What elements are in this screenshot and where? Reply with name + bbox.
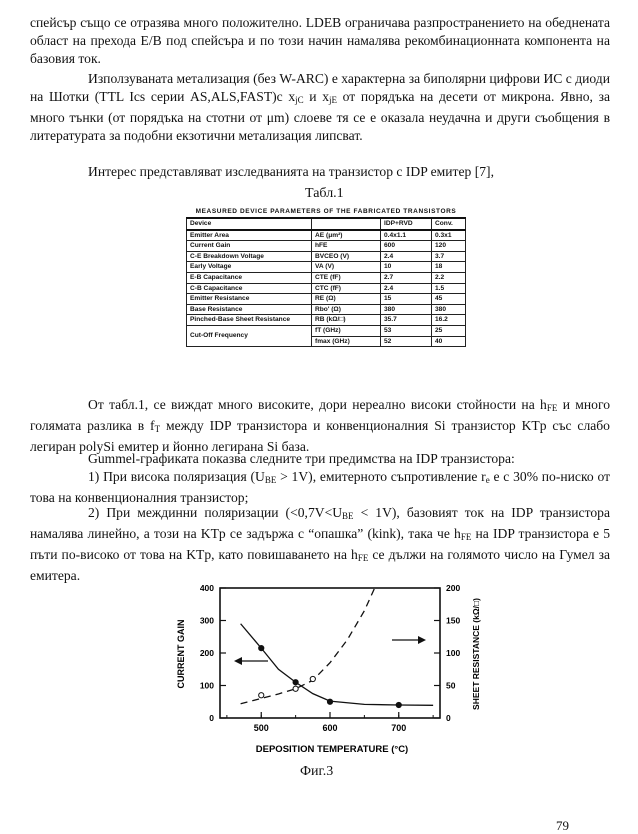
paragraph-2-part-b: и x: [303, 89, 330, 104]
current-gain-point: [259, 646, 264, 651]
table-row: [187, 272, 466, 283]
table-cell: 380: [381, 304, 432, 315]
table-cell: 53: [381, 325, 432, 336]
table-row: [187, 251, 466, 262]
table-cell: Pinched-Base Sheet Resistance: [187, 315, 312, 326]
table-row: [187, 241, 466, 252]
table-cell: 2.7: [381, 272, 432, 283]
y2-axis-label: SHEET RESISTANCE (kΩ/□): [471, 598, 481, 710]
paragraph-6-part-a: 1) При висока поляризация (U: [88, 469, 265, 484]
subscript-fe-3: FE: [357, 553, 369, 563]
x-tick-label: 700: [391, 723, 407, 733]
current-gain-point: [396, 702, 401, 707]
table-cell: 3.7: [432, 251, 466, 262]
table-cell: C-B Capacitance: [187, 283, 312, 294]
paragraph-7: [30, 504, 610, 585]
x-tick-label: 600: [322, 723, 338, 733]
table-cell: C-E Breakdown Voltage: [187, 251, 312, 262]
paragraph-3-text: Интерес представляват изследванията на транзистор с IDP емитер [7],: [88, 164, 494, 179]
paragraph-5: [30, 450, 610, 468]
table-row: [187, 294, 466, 305]
paragraph-2-part-a: Използуваната метализация (без W-ARC) е характерна за биполярни цифрови ИС с диоди на Шотки (TTL Ics серии AS,ALS,FAST)с x: [30, 71, 610, 104]
table-cell-cutoff-label: Cut-Off Frequency: [187, 325, 312, 346]
table-row: [187, 315, 466, 326]
paragraph-1-text: спейсър също се отразява много положително. LDEB ограничава разпространението на обеднената област на прехода E/B под спейсъра и по този начин намалява рекомбинационната компонента на базовия ток.: [30, 15, 610, 66]
table-cell: Current Gain: [187, 241, 312, 252]
table-cell: CTE (fF): [312, 272, 381, 283]
paragraph-6: [30, 468, 610, 507]
table-cell: 2.4: [381, 251, 432, 262]
table-cell: Rbo' (Ω): [312, 304, 381, 315]
table-cell: 120: [432, 241, 466, 252]
table-row: [187, 283, 466, 294]
subscript-jc: jC: [295, 95, 304, 105]
table-cell: 2.2: [432, 272, 466, 283]
table-cell: 10: [381, 262, 432, 273]
table-row: [187, 230, 466, 241]
paragraph-2: [30, 70, 610, 145]
table-cell: 0.3x1: [432, 230, 466, 241]
table-title: MEASURED DEVICE PARAMETERS OF THE FABRICATED TRANSISTORS: [195, 208, 457, 215]
table-cell: 600: [381, 241, 432, 252]
table-header-row: [187, 218, 466, 230]
table-cell: 35.7: [381, 315, 432, 326]
paragraph-6-part-b: > 1V), емитерното съпротивление r: [276, 469, 486, 484]
subscript-be-2: BE: [342, 511, 354, 521]
y-tick-label: 300: [199, 615, 214, 626]
table-cell: 16.2: [432, 315, 466, 326]
y2-tick-label: 200: [446, 583, 461, 593]
paragraph-7-part-a: 2) При междинни поляризации (<0,7V<U: [88, 505, 343, 520]
table-cell: 52: [381, 336, 432, 347]
paragraph-4: [30, 396, 610, 456]
table-cell: 18: [432, 262, 466, 273]
x-tick-label: 500: [253, 723, 269, 733]
table-cell: hFE: [312, 241, 381, 252]
sheet-resistance-point: [259, 693, 264, 698]
table-cell: 25: [432, 325, 466, 336]
paragraph-2-part-c: от порядъка на десети от микрона. Явно, за много тънки (от порядъка на стотни от μm) слоеве тя се е оказала неудачна и други съобщения в литературата за подобни екзотични метализация липсват.: [30, 89, 610, 143]
y2-tick-label: 0: [446, 713, 451, 723]
subscript-je: jE: [329, 95, 338, 105]
paragraph-1: [30, 14, 610, 68]
plot-frame: [220, 588, 440, 718]
parameters-grid: [186, 217, 466, 347]
table-cell: Early Voltage: [187, 262, 312, 273]
table-cell: 45: [432, 294, 466, 305]
x-axis-label: DEPOSITION TEMPERATURE (°C): [255, 744, 409, 755]
th-symbol: [312, 218, 381, 230]
right-arrow-head: [418, 636, 426, 644]
y-tick-label: 100: [199, 680, 214, 691]
table-cell: RE (Ω): [312, 294, 381, 305]
table-cell: 15: [381, 294, 432, 305]
table-cell: VA (V): [312, 262, 381, 273]
table-cell: AE (μm²): [312, 230, 381, 241]
table-cell: 380: [432, 304, 466, 315]
table-cell: 0.4x1.1: [381, 230, 432, 241]
subscript-fe: FE: [546, 403, 558, 413]
table-cell: BVCEO (V): [312, 251, 381, 262]
paragraph-7-part-c: на IDP транзистора е 5 пъти по-високо от това на KTp, като повишаването на h: [30, 526, 610, 562]
paragraph-6-part-c: е с 30% по-ниско от това на конвенционалния транзистор;: [30, 469, 611, 505]
table-row: [187, 262, 466, 273]
th-conv: Conv.: [432, 218, 466, 230]
current-gain-curve: [241, 624, 434, 706]
chart-curves: [241, 588, 434, 708]
figure-3-chart: [160, 582, 490, 762]
y-tick-label: 400: [199, 583, 214, 593]
table-caption: Табл.1: [305, 186, 344, 201]
paragraph-4-part-b: и много голямата разлика в f: [30, 397, 610, 433]
sheet-resistance-point: [310, 676, 315, 681]
paragraph-7-part-d: се дължи на голямото число на Гумел за емитера.: [30, 547, 611, 583]
table-body: [187, 230, 466, 347]
table-cell: fmax (GHz): [312, 336, 381, 347]
y2-tick-label: 50: [446, 680, 456, 691]
subscript-be: BE: [264, 475, 277, 485]
table-cell: E-B Capacitance: [187, 272, 312, 283]
left-arrow-head: [234, 657, 242, 665]
page-number: 79: [556, 818, 569, 833]
th-idp: IDP+RVD: [381, 218, 432, 230]
table-cell: CTC (fF): [312, 283, 381, 294]
subscript-fe-2: FE: [460, 532, 472, 542]
parameters-table: [186, 208, 466, 347]
sheet-resistance-point: [293, 686, 298, 691]
th-device: Device: [187, 218, 312, 230]
axis-ticks: [200, 583, 461, 733]
y-tick-label: 200: [199, 648, 214, 658]
paragraph-3: [30, 163, 610, 181]
paragraph-5-text: Gummel-графиката показва следните три предимства на IDP транзистора:: [88, 451, 515, 466]
table-cell: Base Resistance: [187, 304, 312, 315]
table-cell: 1.5: [432, 283, 466, 294]
y-axis-label: CURRENT GAIN: [176, 619, 186, 689]
current-gain-point: [293, 680, 298, 685]
table-cell: RB (kΩ/□): [312, 315, 381, 326]
subscript-e: e: [485, 475, 490, 485]
table-cell: fT (GHz): [312, 325, 381, 336]
paragraph-4-part-a: От табл.1, се виждат много високите, дори нереално високи стойности на h: [88, 397, 547, 412]
table-row: [187, 304, 466, 315]
table-cell: 2.4: [381, 283, 432, 294]
figure-caption: Фиг.3: [300, 764, 334, 779]
table-cell: Emitter Resistance: [187, 294, 312, 305]
y2-tick-label: 150: [446, 615, 461, 626]
subscript-t: T: [154, 424, 161, 434]
paragraph-4-part-c: между IDP транзистора и конвенционалния Si транзистор KTp със слабо легиран polySi емитер и йонно легирана Si база.: [30, 418, 610, 454]
paragraph-7-part-b: < 1V), базовият ток на IDP транзистора намалява линейно, а този на KTp се задържа с “опашка” (kink), така че h: [30, 505, 610, 541]
table-row-cutoff: [187, 325, 466, 336]
y-tick-label: 0: [209, 713, 214, 723]
current-gain-point: [327, 699, 332, 704]
table-cell: 40: [432, 336, 466, 347]
y2-tick-label: 100: [446, 648, 461, 658]
table-cell: Emitter Area: [187, 230, 312, 241]
